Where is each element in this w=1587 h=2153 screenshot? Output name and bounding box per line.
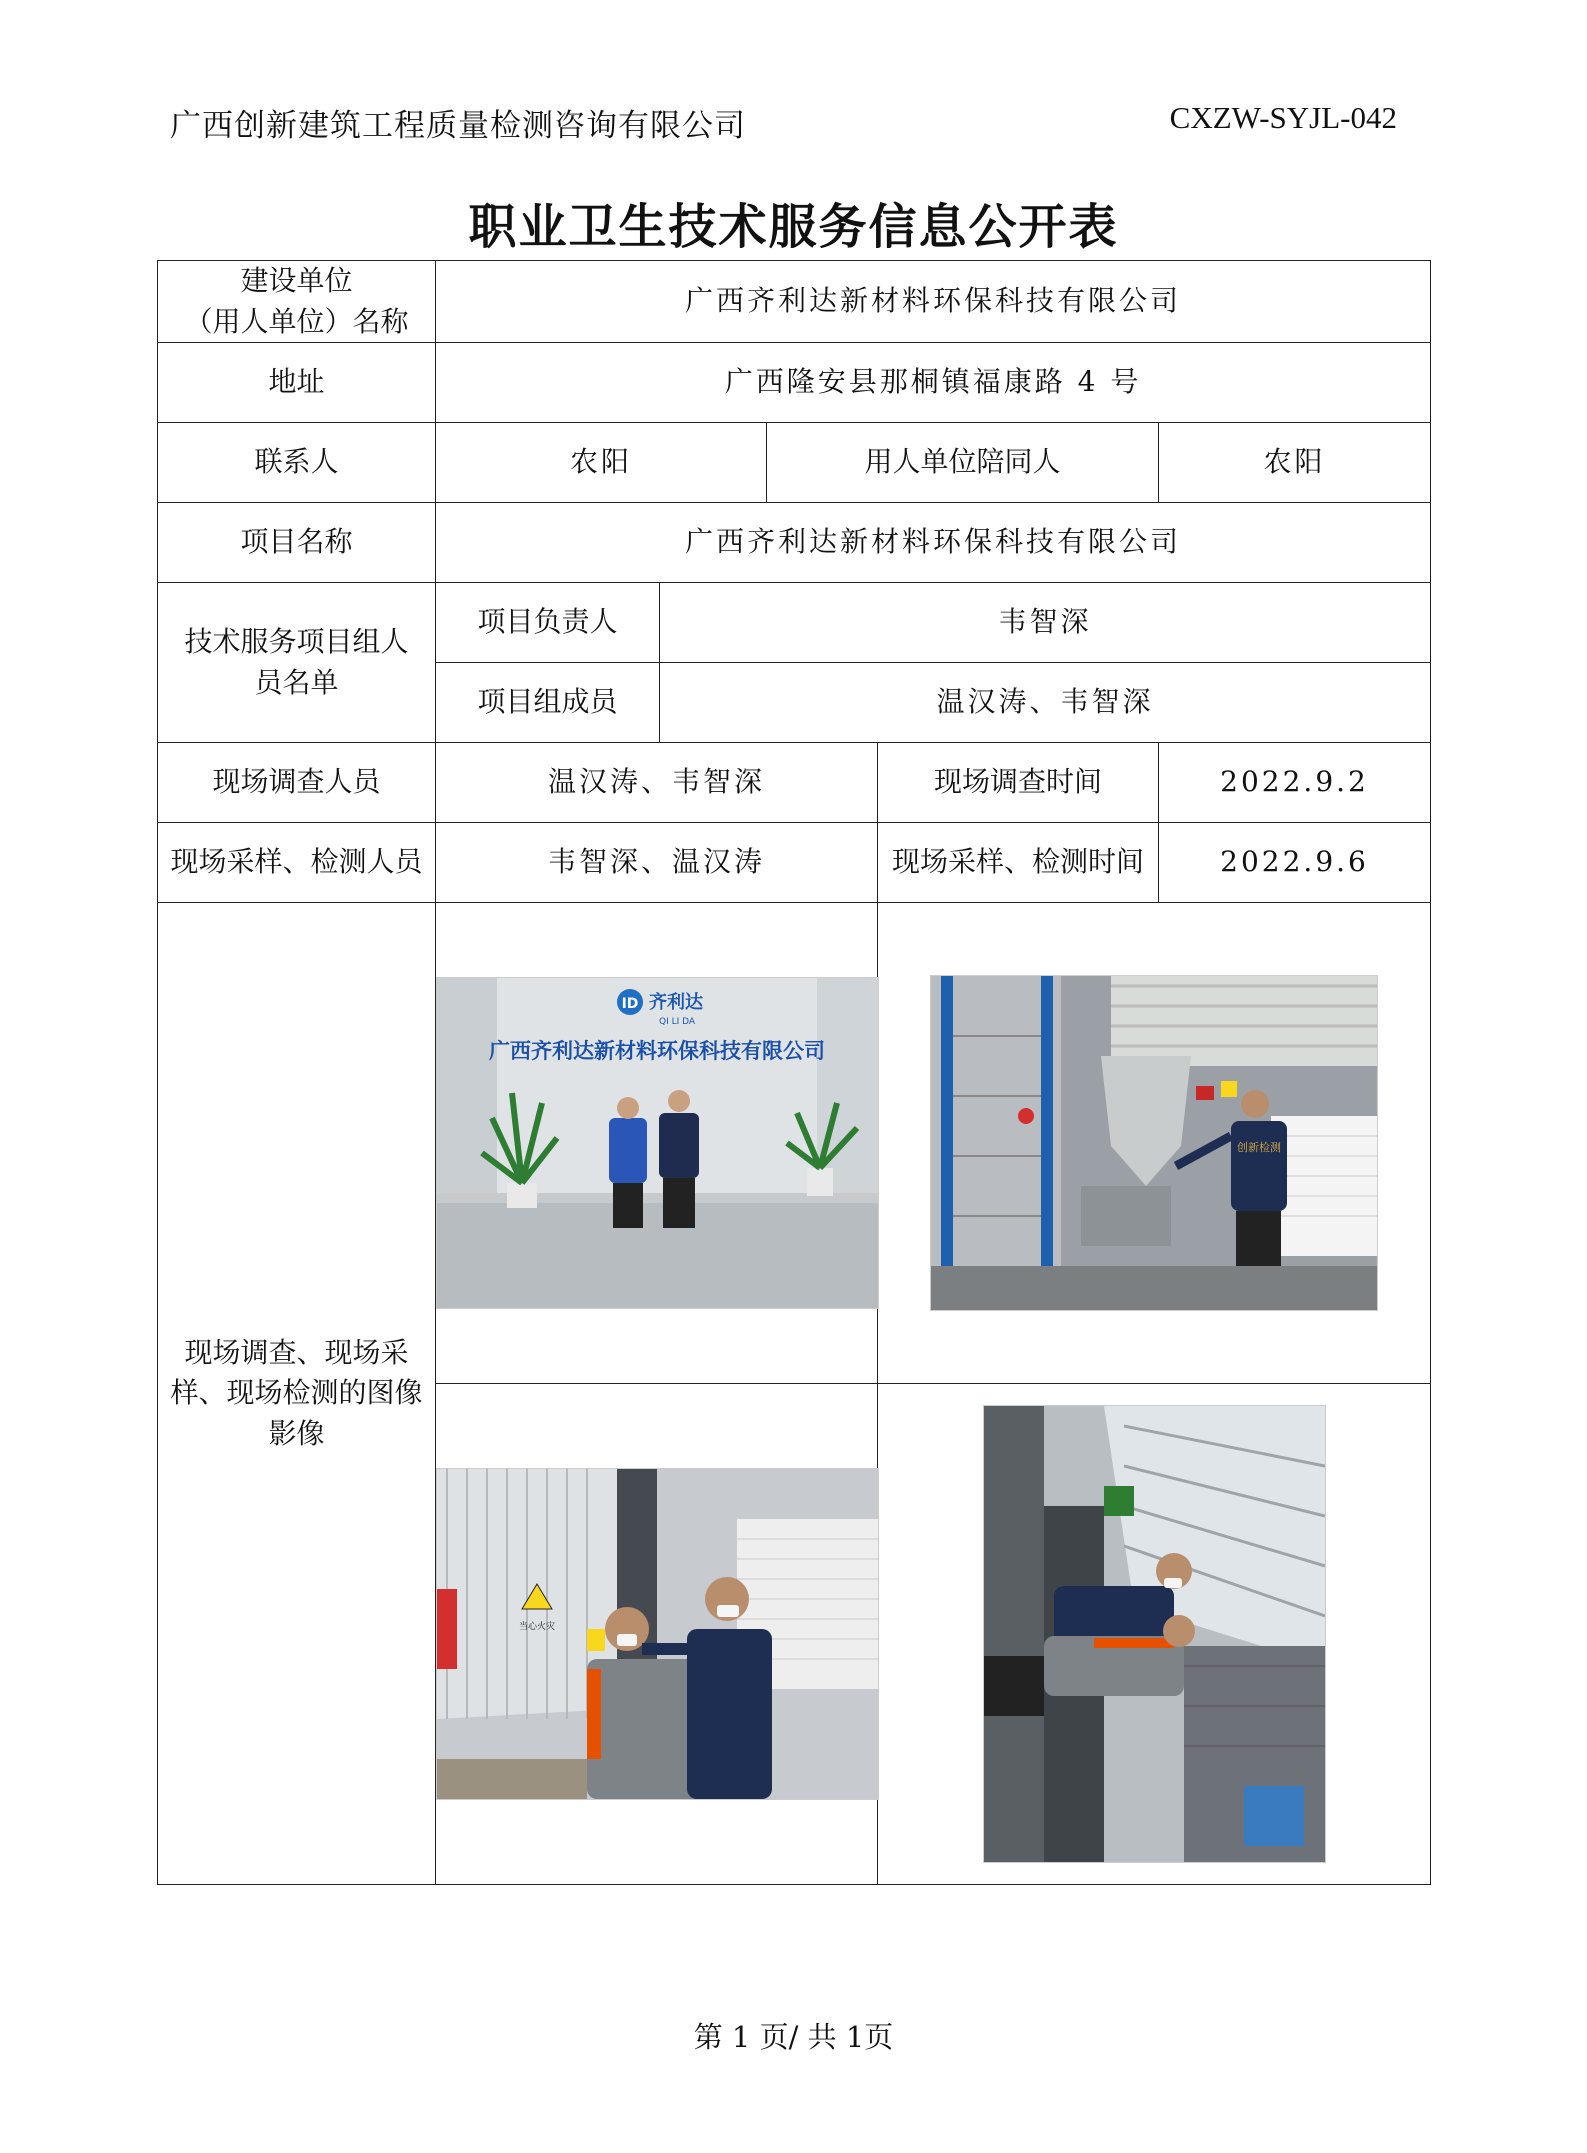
address-label: 地址 xyxy=(158,343,436,423)
photo-cell-2 xyxy=(878,903,1431,1384)
document-code: CXZW-SYJL-042 xyxy=(1169,100,1397,135)
construction-unit-label-line1: 建设单位 xyxy=(240,264,353,297)
leader-label: 项目负责人 xyxy=(436,583,660,663)
row-sampling xyxy=(158,823,1431,903)
escort-value: 农阳 xyxy=(1159,423,1431,503)
team-label-line2: 员名单 xyxy=(254,665,339,699)
company-header: 广西创新建筑工程质量检测咨询有限公司 xyxy=(170,108,746,144)
row-team-leader xyxy=(158,583,1431,663)
survey-value: 温汉涛、韦智深 xyxy=(436,743,878,823)
sampling-label: 现场采样、检测人员 xyxy=(158,823,436,903)
row-project-name xyxy=(158,503,1431,583)
row-construction-unit xyxy=(158,261,1431,343)
construction-unit-value: 广西齐利达新材料环保科技有限公司 xyxy=(436,261,1431,343)
construction-unit-label-line2: （用人单位）名称 xyxy=(184,304,409,338)
photo-field-inspection xyxy=(983,1405,1326,1863)
contact-value: 农阳 xyxy=(436,423,767,503)
fire-sign-text: 当心火灾 xyxy=(518,1622,556,1633)
team-label xyxy=(158,583,436,743)
logo-sub: QI LI DA xyxy=(659,1017,696,1028)
row-contact xyxy=(158,423,1431,503)
survey-time-value: 2022.9.2 xyxy=(1159,743,1431,823)
members-value: 温汉涛、韦智深 xyxy=(660,663,1431,743)
sampling-time-label: 现场采样、检测时间 xyxy=(878,823,1159,903)
images-label-line1: 现场调查、现场采 xyxy=(184,1335,409,1369)
project-name-value: 广西齐利达新材料环保科技有限公司 xyxy=(436,503,1431,583)
members-label: 项目组成员 xyxy=(436,663,660,743)
vest-text: 创新检测 xyxy=(1237,1141,1282,1155)
logo-text: 齐利达 xyxy=(649,992,703,1014)
sampling-value: 韦智深、温汉涛 xyxy=(436,823,878,903)
leader-value: 韦智深 xyxy=(660,583,1431,663)
images-label xyxy=(158,903,436,1885)
wall-sign-text: 广西齐利达新材料环保科技有限公司 xyxy=(489,1039,825,1064)
photo-workshop-sampling xyxy=(930,975,1378,1311)
row-images-top xyxy=(158,903,1431,1384)
photo-cell-1 xyxy=(436,903,878,1384)
team-label-line1: 技术服务项目组人 xyxy=(184,625,409,659)
construction-unit-label xyxy=(158,261,436,343)
images-label-line3: 影像 xyxy=(268,1416,325,1450)
row-survey xyxy=(158,743,1431,823)
photo-cell-4 xyxy=(878,1384,1431,1885)
page-title: 职业卫生技术服务信息公开表 xyxy=(468,199,1119,255)
photo-personal-sampling xyxy=(436,1468,879,1800)
photo-cell-3 xyxy=(436,1384,878,1885)
escort-label: 用人单位陪同人 xyxy=(767,423,1159,503)
images-label-line2: 样、现场检测的图像 xyxy=(170,1376,423,1410)
address-value: 广西隆安县那桐镇福康路 4 号 xyxy=(436,343,1431,423)
contact-label: 联系人 xyxy=(158,423,436,503)
survey-time-label: 现场调查时间 xyxy=(878,743,1159,823)
project-name-label: 项目名称 xyxy=(158,503,436,583)
row-address xyxy=(158,343,1431,423)
sampling-time-value: 2022.9.6 xyxy=(1159,823,1431,903)
page-footer: 第 1 页/ 共 1页 xyxy=(693,2020,894,2054)
logo-mark: ID xyxy=(621,996,639,1013)
survey-label: 现场调查人员 xyxy=(158,743,436,823)
photo-lobby xyxy=(436,977,879,1309)
info-table xyxy=(157,260,1431,1885)
